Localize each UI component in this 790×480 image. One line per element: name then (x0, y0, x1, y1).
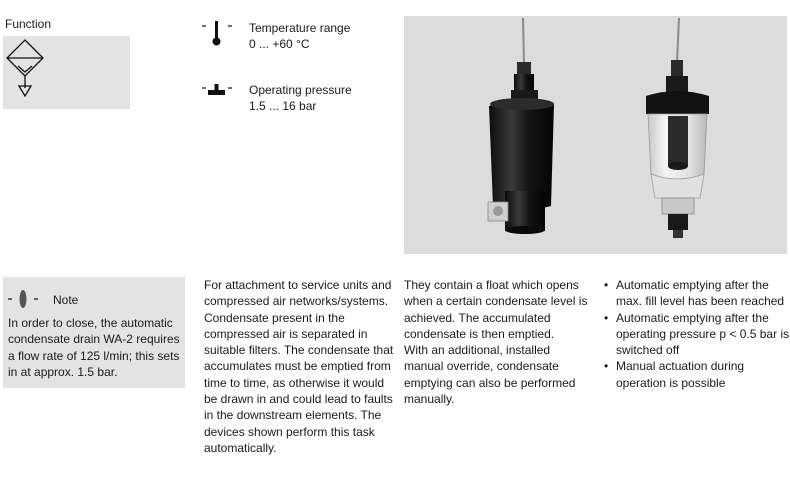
feature-list (604, 277, 790, 391)
filter-drain-symbol (3, 36, 130, 109)
thermometer-icon (200, 20, 240, 50)
note-icon (7, 289, 47, 309)
spec-temperature (200, 20, 400, 54)
spec-temperature-value: 0 ... +60 °C (249, 37, 310, 51)
note-title: Note (53, 293, 79, 307)
spec-pressure-label: Operating pressure (249, 83, 352, 97)
note-box (3, 277, 185, 388)
description-paragraph-2: They contain a float which opens when a certain condensate level is achieved. The accumulated condensate is then emptied. (404, 278, 588, 341)
product-photo (404, 16, 787, 254)
description-paragraph-1: For attachment to service units and compressed air networks/systems. Condensate present in the compressed air is separated in suitable filters. The condensate that accumulates must be emptied from time to time, as otherwise it would be drawn in and could lead to faults in the downstream elements. The devices shown perform this task automatically. (204, 278, 394, 455)
description-paragraph-3: With an additional, installed manual override, condensate emptying can also be performed manually. (404, 343, 576, 407)
feature-item: • Automatic emptying after the operating pressure p < 0.5 bar is switched off (604, 310, 790, 359)
pressure-icon (200, 82, 240, 112)
spec-pressure (200, 82, 400, 116)
description-column-2 (404, 277, 589, 407)
spec-pressure-value: 1.5 ... 16 bar (249, 99, 317, 113)
feature-item: • Automatic emptying after the max. fill level has been reached (604, 277, 790, 310)
condensate-drain-photo (404, 16, 787, 254)
function-symbol-box (3, 36, 130, 109)
spec-temperature-label: Temperature range (249, 21, 351, 35)
feature-item: • Manual actuation during operation is possible (604, 358, 790, 391)
note-text: In order to close, the automatic condensate drain WA-2 requires a flow rate of 125 l/min; this sets in at approx. 1.5 bar. (8, 316, 180, 379)
function-label: Function (5, 17, 52, 31)
